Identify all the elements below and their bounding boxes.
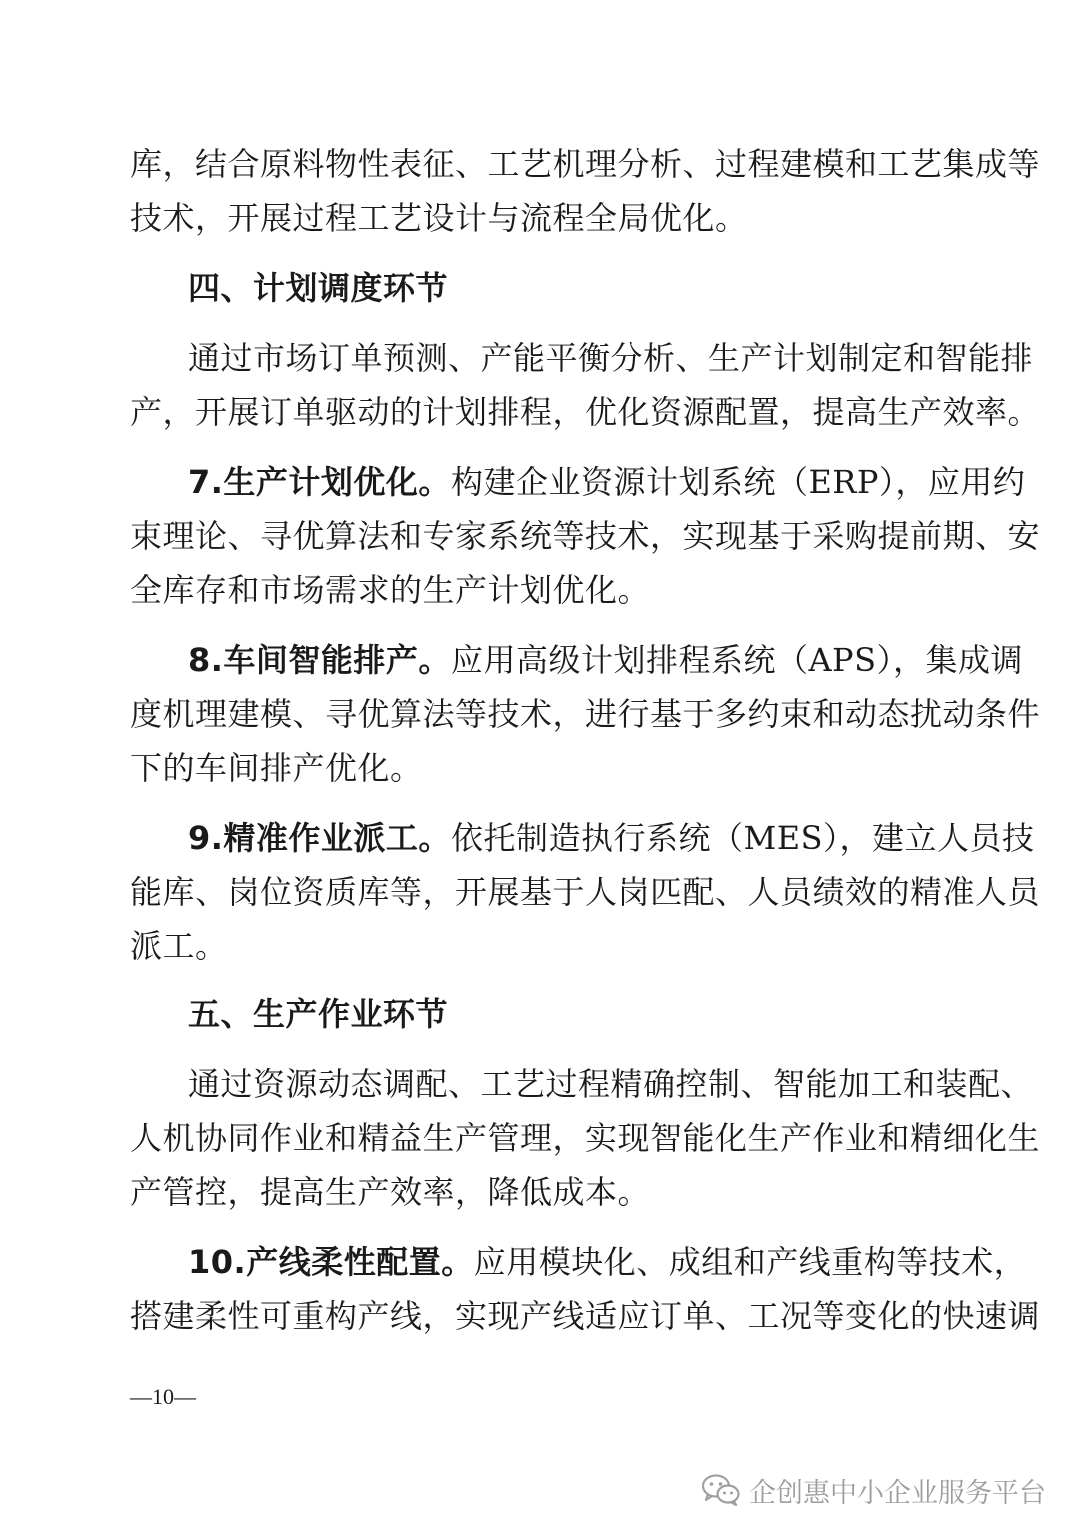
text-line: 人机协同作业和精益生产管理，实现智能化生产作业和精细化生 — [130, 1119, 1041, 1157]
text-line: 下的车间排产优化。 — [130, 749, 423, 787]
text-line: 度机理建模、寻优算法等技术，进行基于多约束和动态扰动条件 — [130, 695, 1041, 733]
text-line: 通过资源动态调配、工艺过程精确控制、智能加工和装配、 — [188, 1065, 1034, 1103]
text-line: 产，开展订单驱动的计划排程，优化资源配置，提高生产效率。 — [130, 393, 1041, 431]
item-lead: 7.生产计划优化。 — [188, 463, 451, 501]
item-line — [188, 816, 1035, 860]
text-line: 通过市场订单预测、产能平衡分析、生产计划制定和智能排 — [188, 339, 1034, 377]
section-heading: 四、计划调度环节 — [188, 269, 449, 307]
wechat-icon — [701, 1473, 741, 1507]
item-lead: 8.车间智能排产。 — [188, 641, 451, 679]
item-line — [188, 638, 1024, 682]
item-text: 构建企业资源计划系统（ERP），应用约 — [450, 463, 1026, 501]
item-line — [188, 460, 1026, 504]
watermark-text: 企创惠中小企业服务平台 — [749, 1477, 1046, 1509]
page-number: —10— — [130, 1384, 196, 1409]
text-line: 派工。 — [130, 927, 228, 965]
text-line: 产管控，提高生产效率，降低成本。 — [130, 1173, 651, 1211]
item-lead: 9.精准作业派工。 — [188, 819, 451, 857]
text-line: 技术，开展过程工艺设计与流程全局优化。 — [130, 199, 748, 237]
item-text: 应用高级计划排程系统（APS），集成调 — [450, 641, 1024, 679]
section-heading: 五、生产作业环节 — [188, 995, 449, 1033]
item-lead: 10.产线柔性配置。 — [188, 1243, 474, 1281]
item-text: 应用模块化、成组和产线重构等技术， — [473, 1243, 1027, 1281]
text-line: 能库、岗位资质库等，开展基于人岗匹配、人员绩效的精准人员 — [130, 873, 1041, 911]
watermark — [701, 1468, 1046, 1512]
text-line: 库，结合原料物性表征、工艺机理分析、过程建模和工艺集成等 — [130, 145, 1041, 183]
item-line — [188, 1240, 1027, 1284]
text-line: 搭建柔性可重构产线，实现产线适应订单、工况等变化的快速调 — [130, 1297, 1041, 1335]
item-text: 依托制造执行系统（MES），建立人员技 — [450, 819, 1035, 857]
text-line: 束理论、寻优算法和专家系统等技术，实现基于采购提前期、安 — [130, 517, 1041, 555]
text-line: 全库存和市场需求的生产计划优化。 — [130, 571, 651, 609]
